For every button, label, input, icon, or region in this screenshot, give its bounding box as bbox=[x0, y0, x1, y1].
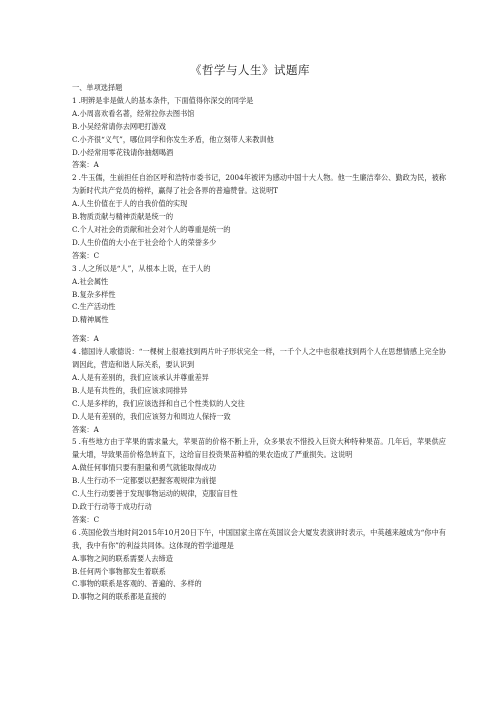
question-stem bbox=[72, 527, 446, 553]
option-c: C.小齐很“义气”，哪位同学和你发生矛盾，他立刻带人来教训他 bbox=[72, 134, 274, 144]
option-c: C.人生行动要善于发现事物运动的规律，克服盲目性 bbox=[72, 489, 238, 499]
question-number: 2 bbox=[72, 173, 77, 183]
answer-line: 答案：C bbox=[72, 250, 100, 260]
question-text: .人之所以是“人”，从根本上说，在于人的 bbox=[78, 263, 211, 273]
option-a: A.人生价值在于人的自我价值的实现 bbox=[72, 199, 188, 209]
option-b: B.小吴经常请你去网吧打游戏 bbox=[72, 121, 166, 131]
option-d: D.政于行动等于成功行动 bbox=[72, 502, 152, 511]
question-text: .英国伦敦当地时间2015年10月20日下午，中国国家主席在英国议会大厦发表演讲时表示，中英越来越成为“你中有我，我中有你”的利益共同体。这体现的哲学道理是 bbox=[72, 527, 446, 550]
question-stem bbox=[72, 172, 446, 198]
question-stem bbox=[72, 436, 446, 462]
section-heading: 一、单项选择题 bbox=[72, 83, 123, 92]
question-5 bbox=[72, 436, 446, 526]
question-1 bbox=[72, 95, 446, 172]
answer-line: 答案：A bbox=[72, 424, 99, 434]
option-a: A.小周喜欢看名著，经常拉你去图书馆 bbox=[72, 108, 195, 118]
option-d: D.精神属性 bbox=[72, 315, 109, 325]
question-6 bbox=[72, 527, 446, 604]
option-b: B.复杂多样性 bbox=[72, 289, 116, 299]
option-a: A.做任何事情只要有胆量和勇气就能取得成功 bbox=[72, 463, 217, 473]
option-b: B.人是有共性的，我们应该求同排异 bbox=[72, 385, 188, 395]
option-d: D.人生价值的大小在于社会给个人的荣誉多少 bbox=[72, 237, 217, 247]
option-b: B.任何两个事物都发生着联系 bbox=[72, 566, 166, 576]
question-stem bbox=[72, 95, 446, 108]
question-3 bbox=[72, 263, 446, 346]
option-a: A.社会属性 bbox=[72, 276, 109, 286]
question-2 bbox=[72, 172, 446, 262]
question-stem bbox=[72, 263, 446, 276]
question-text: .牛玉儒，生前担任自治区呼和浩特市委书记，2004年被评为感动中国十大人物。他一生廉洁奉公、勤政为民，被称为新时代共产党员的榜样，赢得了社会各界的普遍赞誉。这说明T bbox=[72, 173, 446, 196]
document-title: 《哲学与人生》试题库 bbox=[190, 63, 310, 77]
option-a: A.事物之间的联系需要人去缔造 bbox=[72, 553, 173, 563]
option-a: A.人是有差别的，我们应该承认并尊重差异 bbox=[72, 372, 209, 382]
option-d: D.人是有差别的，我们应该努力和周边人保持一致 bbox=[72, 411, 231, 421]
option-b: B.人生行动不一定都要以把握客观规律为前提 bbox=[72, 476, 217, 486]
question-text: .有些地方由于苹果的需求量大，苹果苗的价格不断上升，众多果农不惜投入巨资大种特种果苗。几年后，苹果供应量大增，导致果苗价格急转直下，这给盲目投资果苗种植的果农造成了严重损失。这说明 bbox=[72, 437, 446, 460]
question-number: 5 bbox=[72, 437, 77, 447]
question-number: 1 bbox=[72, 95, 77, 105]
answer-line: 答案：A bbox=[72, 334, 99, 344]
question-number: 6 bbox=[72, 527, 77, 537]
option-c: C.个人对社会的贡献和社会对个人的尊重是统一的 bbox=[72, 224, 231, 234]
option-c: C.生产活动性 bbox=[72, 302, 116, 312]
answer-line: 答案：A bbox=[72, 160, 99, 170]
option-b: B.物质贡献与精神贡献是统一的 bbox=[72, 212, 174, 222]
question-text: .德国诗人歌德说：“一棵树上很难找到两片叶子形状完全一样，一千个人之中也很难找到两个人在思想情感上完全协调因此，营造和谐人际关系，要认识到 bbox=[72, 347, 446, 370]
option-d: D.事物之间的联系都是直接的 bbox=[72, 592, 167, 602]
answer-line: 答案：C bbox=[72, 514, 100, 524]
option-d: D.小经常用零花钱请你抽烟喝酒 bbox=[72, 147, 174, 157]
option-c: C.事物的联系是客观的、普遍的、多样的 bbox=[72, 579, 202, 589]
question-number: 3 bbox=[72, 263, 77, 273]
option-c: C.人是多样的，我们应该选择和自己个性类似的人交往 bbox=[72, 398, 245, 408]
document-body bbox=[72, 82, 446, 604]
question-number: 4 bbox=[72, 347, 77, 357]
question-text: .明辨是非是做人的基本条件，下面值得你深交的同学是 bbox=[78, 95, 254, 105]
question-stem bbox=[72, 346, 446, 372]
question-4 bbox=[72, 346, 446, 436]
